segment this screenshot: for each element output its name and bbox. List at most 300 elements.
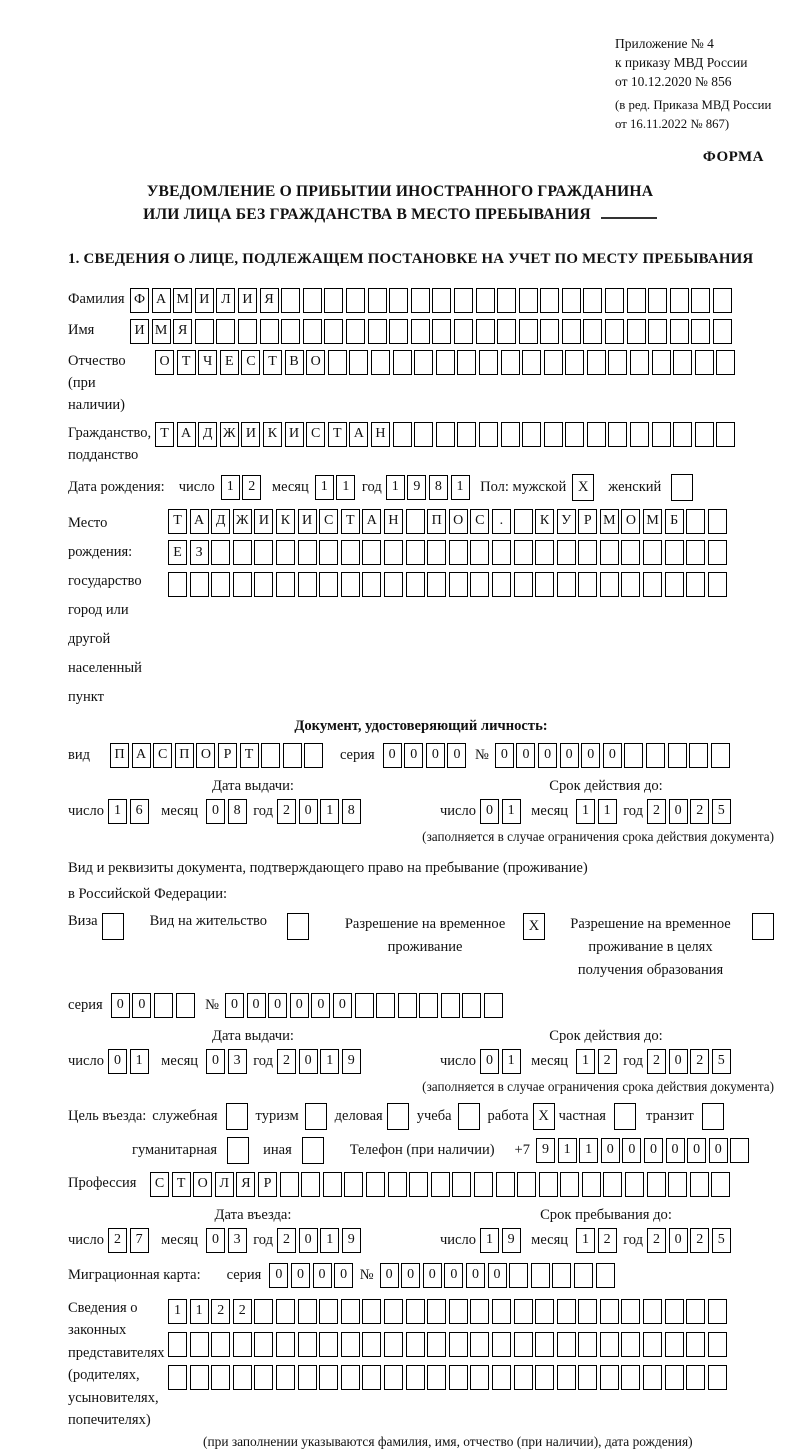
form-cell[interactable] [686,1332,705,1357]
form-cell[interactable] [668,743,687,768]
form-cell[interactable] [436,350,455,375]
form-cell[interactable] [470,540,489,565]
form-cell[interactable]: С [153,743,172,768]
form-cell[interactable] [384,540,403,565]
form-cell[interactable] [389,319,408,344]
form-cell[interactable] [730,1138,749,1163]
form-cell[interactable]: Н [384,509,403,534]
form-cell[interactable] [695,350,714,375]
form-cell[interactable] [454,288,473,313]
form-cell[interactable] [341,1299,360,1324]
form-cell[interactable] [686,509,705,534]
form-cell[interactable]: И [241,422,260,447]
form-cell[interactable]: 1 [480,1228,499,1253]
purpose-turizm-checkbox[interactable] [305,1103,327,1130]
form-cell[interactable] [276,1365,295,1390]
form-cell[interactable]: 0 [291,1263,310,1288]
form-cell[interactable]: 0 [132,993,151,1018]
form-cell[interactable] [474,1172,493,1197]
form-cell[interactable] [578,1299,597,1324]
form-cell[interactable] [303,288,322,313]
form-cell[interactable] [690,1172,709,1197]
form-cell[interactable]: 0 [666,1138,685,1163]
form-cell[interactable] [276,1332,295,1357]
form-cell[interactable] [557,540,576,565]
form-cell[interactable] [216,319,235,344]
form-cell[interactable]: 1 [386,475,405,500]
form-cell[interactable] [388,1172,407,1197]
form-cell[interactable]: 5 [712,1049,731,1074]
form-cell[interactable] [695,422,714,447]
form-cell[interactable] [557,1365,576,1390]
form-cell[interactable] [276,1299,295,1324]
form-cell[interactable] [362,540,381,565]
form-cell[interactable]: Н [371,422,390,447]
form-cell[interactable]: 1 [315,475,334,500]
form-cell[interactable]: 0 [488,1263,507,1288]
form-cell[interactable]: 9 [536,1138,555,1163]
form-cell[interactable]: П [110,743,129,768]
form-cell[interactable] [260,319,279,344]
form-cell[interactable] [341,1365,360,1390]
form-cell[interactable] [562,319,581,344]
form-cell[interactable] [254,572,273,597]
form-cell[interactable]: 0 [426,743,445,768]
form-cell[interactable] [578,1365,597,1390]
form-cell[interactable] [509,1263,528,1288]
form-cell[interactable]: Я [173,319,192,344]
form-cell[interactable] [691,319,710,344]
form-cell[interactable] [393,422,412,447]
form-cell[interactable] [643,1299,662,1324]
form-cell[interactable] [254,1332,273,1357]
form-cell[interactable]: К [263,422,282,447]
form-cell[interactable] [449,1299,468,1324]
form-cell[interactable] [406,1365,425,1390]
form-cell[interactable] [557,572,576,597]
form-cell[interactable] [708,509,727,534]
form-cell[interactable]: Т [328,422,347,447]
form-cell[interactable] [603,1172,622,1197]
form-cell[interactable]: 2 [277,799,296,824]
form-cell[interactable]: 0 [299,1049,318,1074]
form-cell[interactable] [176,993,195,1018]
form-cell[interactable]: 2 [277,1228,296,1253]
sex-male-checkbox[interactable]: X [572,474,594,501]
form-cell[interactable] [414,350,433,375]
form-cell[interactable]: М [600,509,619,534]
form-cell[interactable] [514,1332,533,1357]
form-cell[interactable] [492,1365,511,1390]
form-cell[interactable]: У [557,509,576,534]
form-cell[interactable]: Р [218,743,237,768]
form-cell[interactable] [411,288,430,313]
form-cell[interactable] [362,1365,381,1390]
form-cell[interactable] [362,1332,381,1357]
form-cell[interactable]: 0 [290,993,309,1018]
form-cell[interactable] [708,572,727,597]
form-cell[interactable] [233,540,252,565]
form-cell[interactable]: 1 [576,1228,595,1253]
form-cell[interactable] [470,1365,489,1390]
form-cell[interactable]: Р [578,509,597,534]
form-cell[interactable]: 9 [502,1228,521,1253]
form-cell[interactable]: 0 [268,993,287,1018]
rvp-checkbox[interactable]: X [523,913,545,940]
form-cell[interactable]: М [173,288,192,313]
form-cell[interactable] [303,319,322,344]
form-cell[interactable]: Р [258,1172,277,1197]
form-cell[interactable] [621,540,640,565]
form-cell[interactable]: Т [168,509,187,534]
form-cell[interactable] [406,509,425,534]
form-cell[interactable] [190,572,209,597]
form-cell[interactable] [625,1172,644,1197]
form-cell[interactable] [535,572,554,597]
form-cell[interactable] [319,572,338,597]
form-cell[interactable] [716,422,735,447]
form-cell[interactable] [454,319,473,344]
form-cell[interactable] [254,1365,273,1390]
form-cell[interactable] [349,350,368,375]
form-cell[interactable] [211,1365,230,1390]
form-cell[interactable]: О [193,1172,212,1197]
form-cell[interactable] [605,319,624,344]
form-cell[interactable]: 0 [269,1263,288,1288]
form-cell[interactable] [328,350,347,375]
form-cell[interactable] [470,1332,489,1357]
form-cell[interactable]: Е [168,540,187,565]
form-cell[interactable]: 2 [690,1228,709,1253]
form-cell[interactable] [535,1332,554,1357]
form-cell[interactable]: 0 [560,743,579,768]
form-cell[interactable]: 1 [221,475,240,500]
form-cell[interactable] [319,1299,338,1324]
form-cell[interactable]: 1 [558,1138,577,1163]
form-cell[interactable] [562,288,581,313]
form-cell[interactable]: 5 [712,1228,731,1253]
form-cell[interactable]: А [362,509,381,534]
form-cell[interactable] [630,422,649,447]
form-cell[interactable] [427,572,446,597]
form-cell[interactable]: 2 [242,475,261,500]
form-cell[interactable] [476,319,495,344]
form-cell[interactable] [539,1172,558,1197]
form-cell[interactable] [280,1172,299,1197]
form-cell[interactable] [708,1299,727,1324]
form-cell[interactable] [514,1365,533,1390]
form-cell[interactable] [384,1365,403,1390]
form-cell[interactable] [711,1172,730,1197]
form-cell[interactable] [497,288,516,313]
form-cell[interactable] [670,319,689,344]
form-cell[interactable] [686,1299,705,1324]
form-cell[interactable]: 0 [206,1049,225,1074]
form-cell[interactable] [298,572,317,597]
form-cell[interactable]: 7 [130,1228,149,1253]
form-cell[interactable]: Т [177,350,196,375]
form-cell[interactable] [540,288,559,313]
form-cell[interactable]: О [449,509,468,534]
form-cell[interactable]: О [155,350,174,375]
form-cell[interactable]: 0 [247,993,266,1018]
form-cell[interactable]: 0 [311,993,330,1018]
form-cell[interactable] [608,350,627,375]
form-cell[interactable]: Д [211,509,230,534]
form-cell[interactable]: 1 [576,799,595,824]
purpose-chastnaya-checkbox[interactable] [614,1103,636,1130]
form-cell[interactable]: 2 [277,1049,296,1074]
form-cell[interactable]: И [285,422,304,447]
form-cell[interactable] [716,350,735,375]
form-cell[interactable] [522,422,541,447]
form-cell[interactable]: 0 [603,743,622,768]
form-cell[interactable] [708,1332,727,1357]
form-cell[interactable] [398,993,417,1018]
form-cell[interactable]: 0 [380,1263,399,1288]
form-cell[interactable] [708,540,727,565]
form-cell[interactable] [600,572,619,597]
form-cell[interactable] [346,288,365,313]
form-cell[interactable]: 1 [502,799,521,824]
form-cell[interactable] [406,572,425,597]
form-cell[interactable]: 0 [225,993,244,1018]
form-cell[interactable]: 0 [687,1138,706,1163]
form-cell[interactable] [621,1365,640,1390]
form-cell[interactable]: 2 [690,799,709,824]
form-cell[interactable] [535,540,554,565]
form-cell[interactable] [261,743,280,768]
form-cell[interactable] [557,1332,576,1357]
form-cell[interactable] [432,288,451,313]
form-cell[interactable] [492,540,511,565]
form-cell[interactable]: Ч [198,350,217,375]
form-cell[interactable] [652,350,671,375]
form-cell[interactable] [211,572,230,597]
form-cell[interactable] [411,319,430,344]
form-cell[interactable] [168,1365,187,1390]
form-cell[interactable]: 0 [111,993,130,1018]
form-cell[interactable]: 5 [712,799,731,824]
form-cell[interactable] [254,1299,273,1324]
form-cell[interactable] [368,288,387,313]
form-cell[interactable] [190,1365,209,1390]
form-cell[interactable]: 0 [480,1049,499,1074]
form-cell[interactable] [427,1332,446,1357]
form-cell[interactable]: 1 [598,799,617,824]
form-cell[interactable] [540,319,559,344]
form-cell[interactable] [514,540,533,565]
form-cell[interactable] [652,422,671,447]
form-cell[interactable]: М [643,509,662,534]
form-cell[interactable] [587,422,606,447]
form-cell[interactable] [600,1332,619,1357]
form-cell[interactable]: 3 [228,1049,247,1074]
form-cell[interactable]: А [152,288,171,313]
form-cell[interactable] [713,288,732,313]
form-cell[interactable] [409,1172,428,1197]
form-cell[interactable] [254,540,273,565]
form-cell[interactable]: А [190,509,209,534]
purpose-tranzit-checkbox[interactable] [702,1103,724,1130]
form-cell[interactable] [583,319,602,344]
purpose-inaya-checkbox[interactable] [302,1137,324,1164]
form-cell[interactable] [643,572,662,597]
form-cell[interactable] [596,1263,615,1288]
form-cell[interactable] [319,1332,338,1357]
form-cell[interactable]: П [175,743,194,768]
form-cell[interactable] [366,1172,385,1197]
form-cell[interactable] [689,743,708,768]
form-cell[interactable] [301,1172,320,1197]
form-cell[interactable]: 1 [320,1049,339,1074]
form-cell[interactable] [238,319,257,344]
form-cell[interactable] [648,288,667,313]
form-cell[interactable] [670,288,689,313]
form-cell[interactable]: 0 [404,743,423,768]
form-cell[interactable]: 2 [647,799,666,824]
form-cell[interactable]: К [535,509,554,534]
form-cell[interactable] [514,572,533,597]
rvp-edu-checkbox[interactable] [752,913,774,940]
form-cell[interactable]: 0 [333,993,352,1018]
form-cell[interactable] [621,1299,640,1324]
form-cell[interactable] [621,1332,640,1357]
form-cell[interactable] [668,1172,687,1197]
form-cell[interactable]: 0 [447,743,466,768]
form-cell[interactable] [544,422,563,447]
form-cell[interactable] [643,540,662,565]
form-cell[interactable]: 9 [342,1228,361,1253]
form-cell[interactable]: С [241,350,260,375]
form-cell[interactable] [344,1172,363,1197]
form-cell[interactable] [492,1299,511,1324]
form-cell[interactable]: К [276,509,295,534]
form-cell[interactable] [643,1332,662,1357]
form-cell[interactable]: П [427,509,446,534]
form-cell[interactable] [605,288,624,313]
purpose-ucheba-checkbox[interactable] [458,1103,480,1130]
form-cell[interactable] [406,1299,425,1324]
form-cell[interactable]: 1 [451,475,470,500]
form-cell[interactable]: И [238,288,257,313]
form-cell[interactable]: 0 [423,1263,442,1288]
form-cell[interactable] [431,1172,450,1197]
form-cell[interactable]: Т [263,350,282,375]
form-cell[interactable] [304,743,323,768]
form-cell[interactable]: 2 [647,1228,666,1253]
form-cell[interactable]: 2 [647,1049,666,1074]
form-cell[interactable] [514,509,533,534]
form-cell[interactable]: Я [260,288,279,313]
form-cell[interactable]: 1 [579,1138,598,1163]
form-cell[interactable] [560,1172,579,1197]
form-cell[interactable] [449,572,468,597]
form-cell[interactable] [535,1299,554,1324]
form-cell[interactable] [627,288,646,313]
form-cell[interactable] [341,540,360,565]
form-cell[interactable]: 0 [206,799,225,824]
form-cell[interactable]: 0 [444,1263,463,1288]
form-cell[interactable]: 0 [669,1228,688,1253]
form-cell[interactable]: 0 [299,799,318,824]
form-cell[interactable] [324,288,343,313]
form-cell[interactable]: 2 [108,1228,127,1253]
form-cell[interactable] [646,743,665,768]
form-cell[interactable] [154,993,173,1018]
form-cell[interactable] [384,1299,403,1324]
form-cell[interactable] [341,572,360,597]
form-cell[interactable] [531,1263,550,1288]
form-cell[interactable] [496,1172,515,1197]
form-cell[interactable] [565,422,584,447]
form-cell[interactable]: Ф [130,288,149,313]
form-cell[interactable]: А [349,422,368,447]
form-cell[interactable]: 2 [598,1228,617,1253]
form-cell[interactable] [665,1365,684,1390]
form-cell[interactable] [582,1172,601,1197]
form-cell[interactable] [283,743,302,768]
form-cell[interactable] [643,1365,662,1390]
form-cell[interactable] [281,319,300,344]
form-cell[interactable] [233,572,252,597]
form-cell[interactable] [578,572,597,597]
form-cell[interactable] [621,572,640,597]
form-cell[interactable] [470,1299,489,1324]
form-cell[interactable]: 8 [228,799,247,824]
form-cell[interactable] [168,572,187,597]
form-cell[interactable] [708,1365,727,1390]
form-cell[interactable] [673,422,692,447]
form-cell[interactable]: Т [341,509,360,534]
form-cell[interactable] [233,1332,252,1357]
form-cell[interactable] [519,288,538,313]
form-cell[interactable] [476,288,495,313]
form-cell[interactable] [578,540,597,565]
form-cell[interactable] [276,540,295,565]
purpose-delovaya-checkbox[interactable] [387,1103,409,1130]
form-cell[interactable] [492,572,511,597]
form-cell[interactable]: 1 [168,1299,187,1324]
form-cell[interactable] [565,350,584,375]
form-cell[interactable] [673,350,692,375]
form-cell[interactable]: О [621,509,640,534]
form-cell[interactable] [233,1365,252,1390]
form-cell[interactable]: 0 [313,1263,332,1288]
form-cell[interactable] [427,540,446,565]
form-cell[interactable] [479,350,498,375]
form-cell[interactable] [627,319,646,344]
form-cell[interactable] [281,288,300,313]
form-cell[interactable]: С [319,509,338,534]
visa-checkbox[interactable] [102,913,124,940]
form-cell[interactable] [298,1332,317,1357]
form-cell[interactable]: 3 [228,1228,247,1253]
form-cell[interactable]: И [298,509,317,534]
form-cell[interactable]: 8 [429,475,448,500]
form-cell[interactable]: 0 [644,1138,663,1163]
form-cell[interactable]: И [254,509,273,534]
form-cell[interactable] [190,1332,209,1357]
form-cell[interactable]: Е [220,350,239,375]
form-cell[interactable]: 1 [576,1049,595,1074]
form-cell[interactable] [319,540,338,565]
form-cell[interactable] [552,1263,571,1288]
form-cell[interactable] [665,1332,684,1357]
form-cell[interactable] [600,540,619,565]
form-cell[interactable] [319,1365,338,1390]
form-cell[interactable]: 0 [108,1049,127,1074]
